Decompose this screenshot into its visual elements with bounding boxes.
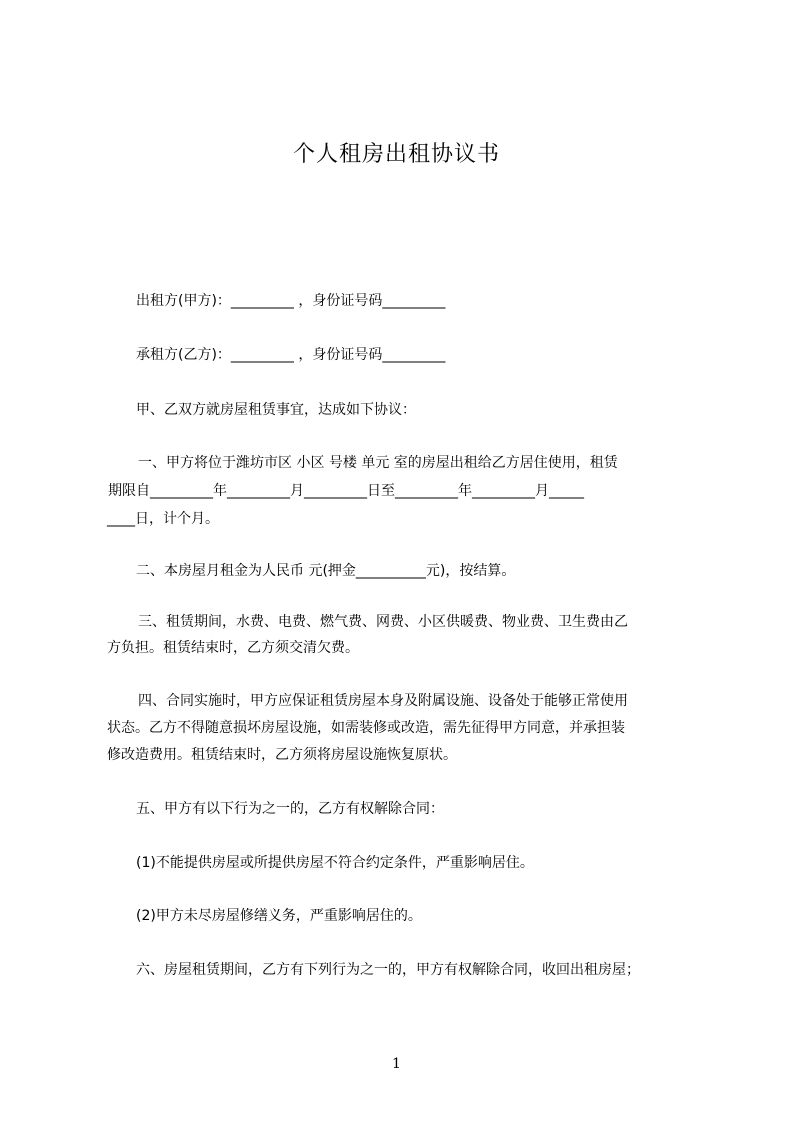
page-number: 1 — [392, 1056, 401, 1072]
clause-6: 六、房屋租赁期间，乙方有下列行为之一的，甲方有权解除合同，收回出租房屋； — [136, 962, 640, 978]
document-title: 个人租房出租协议书 — [292, 142, 500, 167]
clause-5: 五、甲方有以下行为之一的，乙方有权解除合同： — [136, 801, 444, 817]
clause-4-line-1: 四、合同实施时，甲方应保证租赁房屋本身及附属设施、设备处于能够正常使用 — [138, 693, 628, 709]
clause-1-line-3: ____日，计个月。 — [107, 511, 219, 527]
clause-1-line-2: 期限自_________年_________月_________日至_________年_________月_____ — [108, 483, 584, 499]
clause-3-line-1: 三、租赁期间，水费、电费、燃气费、网费、小区供暖费、物业费、卫生费由乙 — [138, 614, 628, 630]
lessor-line: 出租方(甲方)：_________ ，身份证号码_________ — [136, 293, 446, 309]
clause-3-line-2: 方负担。租赁结束时，乙方须交清欠费。 — [107, 640, 359, 656]
clause-1-line-1: 一、甲方将位于潍坊市区 小区 号楼 单元 室的房屋出租给乙方居住使用，租赁 — [138, 455, 618, 471]
clause-4-line-3: 修改造费用。租赁结束时，乙方须将房屋设施恢复原状。 — [107, 747, 457, 763]
clause-2: 二、本房屋月租金为人民币 元(押金__________元)，按结算。 — [136, 563, 516, 579]
clause-5-item-1: (1)不能提供房屋或所提供房屋不符合约定条件，严重影响居住。 — [136, 855, 534, 871]
clause-5-item-2: (2)甲方未尽房屋修缮义务，严重影响居住的。 — [136, 908, 422, 924]
lessee-line: 承租方(乙方)：_________ ，身份证号码_________ — [136, 347, 446, 363]
agreement-intro: 甲、乙双方就房屋租赁事宜，达成如下协议： — [136, 402, 416, 418]
clause-4-line-2: 状态。乙方不得随意损坏房屋设施，如需装修或改造，需先征得甲方同意，并承担装 — [107, 720, 625, 736]
